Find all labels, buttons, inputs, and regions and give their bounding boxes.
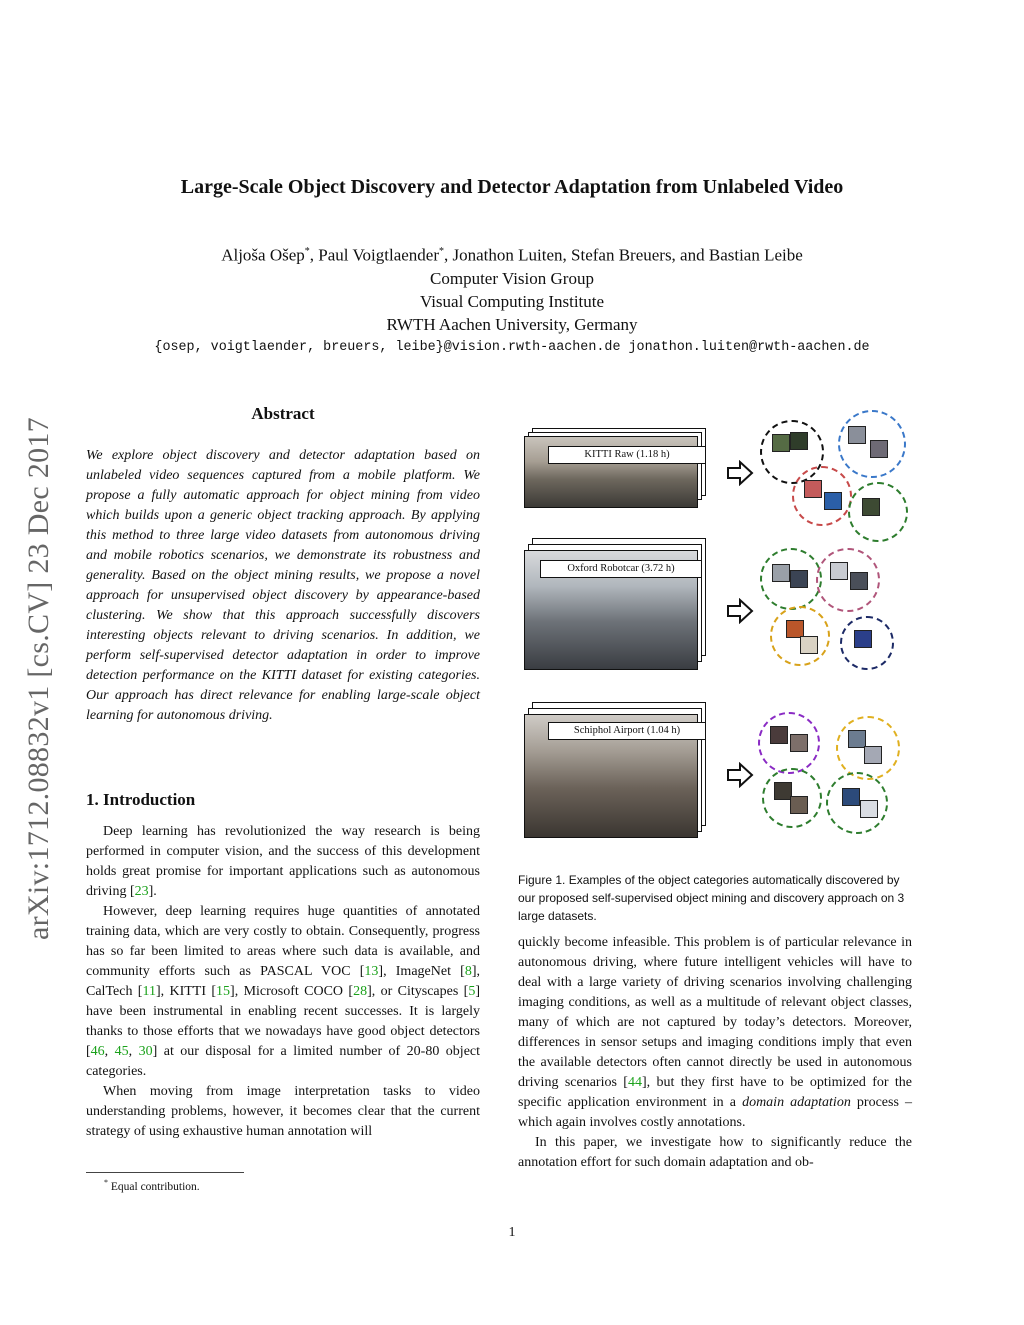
citation-link[interactable]: 30 [138,1044,153,1059]
citation-link[interactable]: 5 [468,984,476,999]
affiliation-institute: Visual Computing Institute [419,291,605,311]
abstract-heading: Abstract [251,404,315,423]
author-emails: {osep, voigtlaender, breuers, leibe}@vision.rwth-aachen.de jonathon.luiten@rwth-aachen.de [154,340,870,355]
arrow-right-icon [726,762,754,788]
equal-contrib-mark: * [304,246,310,257]
citation-link[interactable]: 8 [464,964,472,979]
dataset-label-schiphol: Schiphol Airport (1.04 h) [548,722,706,740]
arrow-right-icon [726,460,754,486]
affiliation-university: RWTH Aachen University, Germany [386,314,638,334]
author-voigtlaender: Paul Voigtlaender [318,245,439,265]
cluster-circle [792,466,852,526]
object-thumbnail [790,796,808,814]
object-thumbnail [804,480,822,498]
intro-paragraph-3: When moving from image interpretation tasks to video understanding problems, however, it becomes clear that the current strategy of using exhaustive human annotation will [86,1084,480,1139]
citation-link[interactable]: 28 [353,984,368,999]
right-paragraph-1: quickly become infeasible. This problem is of particular relevance in autonomous driving, where future intelligent vehicles will have to deal with a large variety of driving scenarios involving challenging imaging conditions, as well as a multitude of relevant object classes, many of which are not captured by today’s detectors. Moreover, differences in sensor setups and imaging conditions imply that even the available detectors often cannot directly be used in autonomous driving scenarios [44], but they first have to be optimized for the specific application environment in a domain adaptation process – which again involves costly annotations. [518,935,912,1130]
cluster-circle [758,712,820,774]
object-thumbnail [848,426,866,444]
object-thumbnail [770,726,788,744]
object-thumbnail [790,432,808,450]
object-thumbnail [864,746,882,764]
figure-1-caption: Figure 1. Examples of the object categories automatically discovered by our proposed self-supervised object mining and discovery approach on 3 large datasets. [518,873,905,923]
equal-contrib-mark-2: * [439,246,444,257]
intro-paragraph-1: Deep learning has revolutionized the way research is being performed in computer vision, and the success of this development holds great promise for important applications such as autonomous driving [23]. [86,824,480,899]
right-paragraph-2: In this paper, we investigate how to significantly reduce the annotation effort for such domain adaptation and ob- [518,1135,912,1170]
footnote-divider [86,1172,244,1173]
arxiv-identifier: arXiv:1712.08832v1 [cs.CV] 23 Dec 2017 [22,417,55,940]
object-thumbnail [860,800,878,818]
affiliation-group: Computer Vision Group [430,268,594,288]
introduction-text [86,822,480,1142]
citation-link[interactable]: 15 [216,984,231,999]
citation-link[interactable]: 11 [142,984,156,999]
author-others: Jonathon Luiten, Stefan Breuers, and Bastian Leibe [452,245,803,265]
object-thumbnail [772,434,790,452]
dataset-label-kitti: KITTI Raw (1.18 h) [548,446,706,464]
object-thumbnail [862,498,880,516]
citation-link[interactable]: 13 [364,964,379,979]
oxford-object-clusters [756,548,916,688]
author-block [0,240,1024,336]
arrow-right-icon [726,598,754,624]
object-thumbnail [772,564,790,582]
object-thumbnail [824,492,842,510]
citation-link[interactable]: 45 [114,1044,129,1059]
citation-link[interactable]: 44 [627,1075,642,1090]
object-thumbnail [854,630,872,648]
author-osep: Aljoša Ošep [221,245,305,265]
figure-1 [518,420,912,840]
object-thumbnail [870,440,888,458]
abstract-text: We explore object discovery and detector adaptation based on unlabeled video sequences captured from a mobile platform. We propose a fully automatic approach for object mining from video which builds upon a generic object tracking approach. By applying this method to three large video datasets from autonomous driving and mobile robotics scenarios, we demonstrate its robustness and generality. Based on the object mining results, we propose a novel approach for unsupervised object discovery by appearance-based clustering. We show that this approach successfully discovers interesting objects relevant to driving scenarios. In addition, we perform self-supervised detector adaptation in order to improve detection performance on the KITTI dataset for existing categories. Our approach has direct relevance for enabling large-scale object learning for autonomous driving. [86,448,480,723]
page-number: 1 [508,1225,516,1240]
schiphol-object-clusters [756,710,916,840]
cluster-circle [816,548,880,612]
object-thumbnail [842,788,860,806]
intro-paragraph-2: However, deep learning requires huge quantities of annotated training data, which are very costly to obtain. Consequently, progress has so far been limited to areas where such data is available, and community efforts such as PASCAL VOC [13], ImageNet [8], CalTech [11], KITTI [15], Microsoft COCO [28], or Cityscapes [5] have been instrumental in enabling recent successes. It is largely thanks to those efforts that we nowadays have good object detectors [46, 45, 30] at our disposal for a limited number of 20-80 object categories. [86,904,481,1079]
object-thumbnail [790,734,808,752]
paper-title: Large-Scale Object Discovery and Detector Adaptation from Unlabeled Video [180,176,844,198]
citation-link[interactable]: 23 [134,884,149,899]
object-thumbnail [850,572,868,590]
dataset-label-oxford: Oxford Robotcar (3.72 h) [540,560,702,578]
author-line: Aljoša Ošep*, Paul Voigtlaender*, Jonathon Luiten, Stefan Breuers, and Bastian Leibe [221,245,803,265]
object-thumbnail [800,636,818,654]
right-column-text [518,933,912,1173]
section-heading-introduction: 1. Introduction [86,790,196,809]
footnote: * Equal contribution. [104,1178,200,1193]
object-thumbnail [790,570,808,588]
citation-link[interactable]: 46 [90,1044,105,1059]
kitti-object-clusters [756,420,916,540]
object-thumbnail [830,562,848,580]
